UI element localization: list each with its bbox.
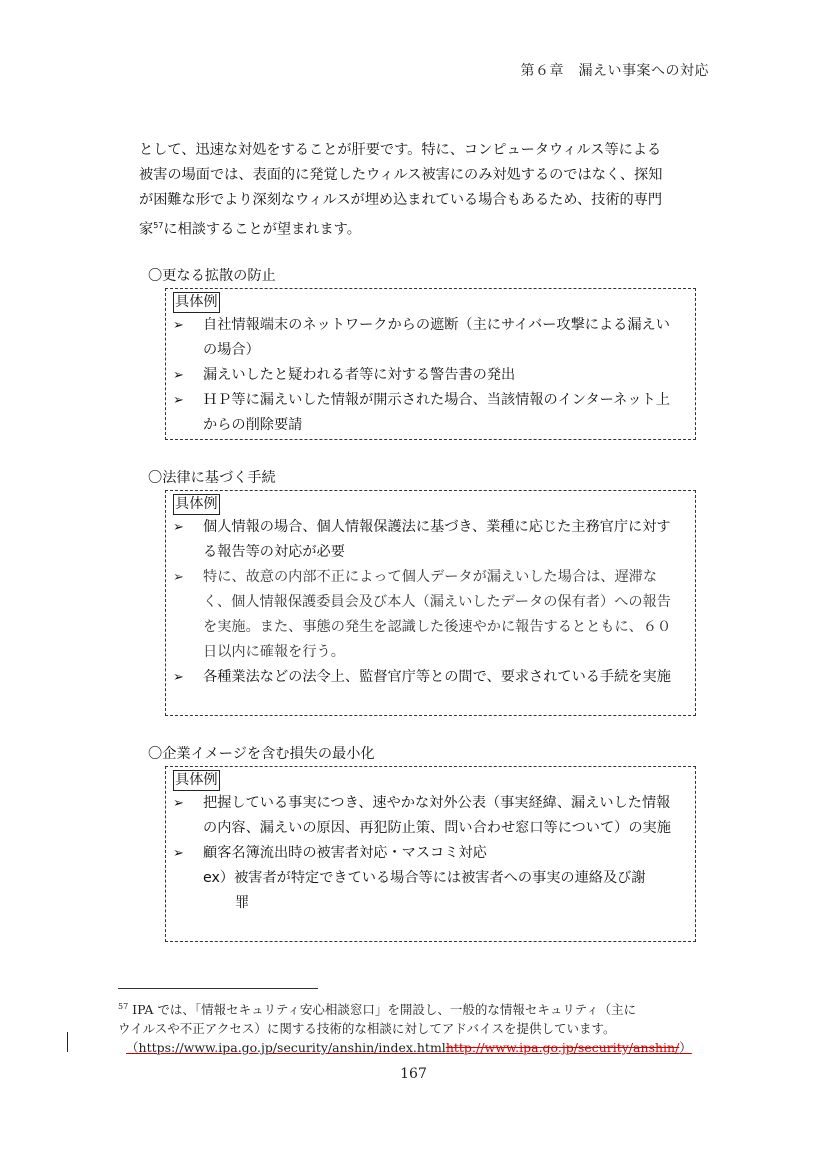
example-tag: 具体例 (173, 494, 220, 515)
footnote: $^{57}$ IPA では、「情報セキュリティ安心相談窓口」を開設し、一般的な情報セキュリティ（主に ウイルスや不正アクセス）に関する技術的な相談に対してアドバイスを提供しています。 （https://www.ipa.go.jp/security/anshin/index.htmlhttp://www.ipa.go.jp/security/anshin/） (118, 1002, 692, 1056)
example-box (165, 288, 696, 440)
page-number: 167 (400, 1066, 427, 1082)
section-title: 〇企業イメージを含む損失の最小化 (148, 746, 375, 762)
section-title: 〇法律に基づく手続 (148, 470, 276, 486)
example-tag: 具体例 (173, 292, 220, 313)
running-header: 第６章 漏えい事案への対応 (520, 63, 709, 79)
example-note-cont: 罪 (235, 895, 250, 911)
intro-paragraph (139, 138, 709, 243)
footnote-ref[interactable]: 57 (153, 221, 164, 230)
arrow-bullet-icon: ➢ (173, 570, 184, 585)
list-item: ➢ 特に、故意の内部不正によって個人データが漏えいした場合は、遅滞なく、個人情報保護委員会及び本人（漏えいしたデータの保有者）への報告を実施。また、事態の発生を認識した後速やかに報告するとともに、６０日以内に確報を行う。 (166, 565, 695, 665)
revision-bar (67, 1032, 68, 1052)
arrow-bullet-icon: ➢ (173, 520, 184, 535)
example-box (165, 490, 696, 716)
list-item: ➢ 自社情報端末のネットワークからの遮断（主にサイバー攻撃による漏えいの場合） (166, 313, 695, 363)
intro-line: として、迅速な対処をすることが肝要です。特に、コンピュータウィルス等による (139, 142, 662, 158)
arrow-bullet-icon: ➢ (173, 318, 184, 333)
intro-line: 家$^{57}$に相談することが望まれます。 (139, 221, 361, 238)
arrow-bullet-icon: ➢ (173, 670, 184, 685)
arrow-bullet-icon: ➢ (173, 796, 184, 811)
list-item: ➢ 把握している事実につき、速やかな対外公表（事実経緯、漏えいした情報の内容、漏えいの原因、再犯防止策、問い合わせ窓口等について）の実施 (166, 791, 695, 841)
list-item: ➢ ＨＰ等に漏えいした情報が開示された場合、当該情報のインターネット上からの削除要請 (166, 388, 695, 438)
intro-line: 被害の場面では、表面的に発覚したウィルス被害にのみ対処するのではなく、探知 (139, 167, 663, 183)
arrow-bullet-icon: ➢ (173, 368, 184, 383)
footnote-link[interactable]: https://www.ipa.go.jp/security/anshin/index.html (138, 1040, 446, 1056)
footnote-number: 57 (118, 1002, 129, 1011)
arrow-bullet-icon: ➢ (173, 846, 184, 861)
intro-line: が困難な形でより深刻なウィルスが埋め込まれている場合もあるため、技術的専門 (139, 192, 663, 208)
list-item: ➢ 各種業法などの法令上、監督官庁等との間で、要求されている手続を実施 (166, 665, 695, 690)
list-item: ➢ 漏えいしたと疑われる者等に対する警告書の発出 (166, 363, 695, 388)
deleted-link: http://www.ipa.go.jp/security/anshin/ (445, 1040, 680, 1056)
example-note: ex）被害者が特定できている場合等には被害者への事実の連絡及び謝 (203, 870, 646, 886)
footnote-divider (118, 988, 318, 989)
example-box (165, 766, 696, 942)
arrow-bullet-icon: ➢ (173, 393, 184, 408)
list-item: ➢ 個人情報の場合、個人情報保護法に基づき、業種に応じた主務官庁に対する報告等の対応が必要 (166, 515, 695, 565)
list-item: ➢ 顧客名簿流出時の被害者対応・マスコミ対応 (166, 841, 695, 866)
section-title: 〇更なる拡散の防止 (148, 268, 276, 284)
example-tag: 具体例 (173, 770, 220, 791)
